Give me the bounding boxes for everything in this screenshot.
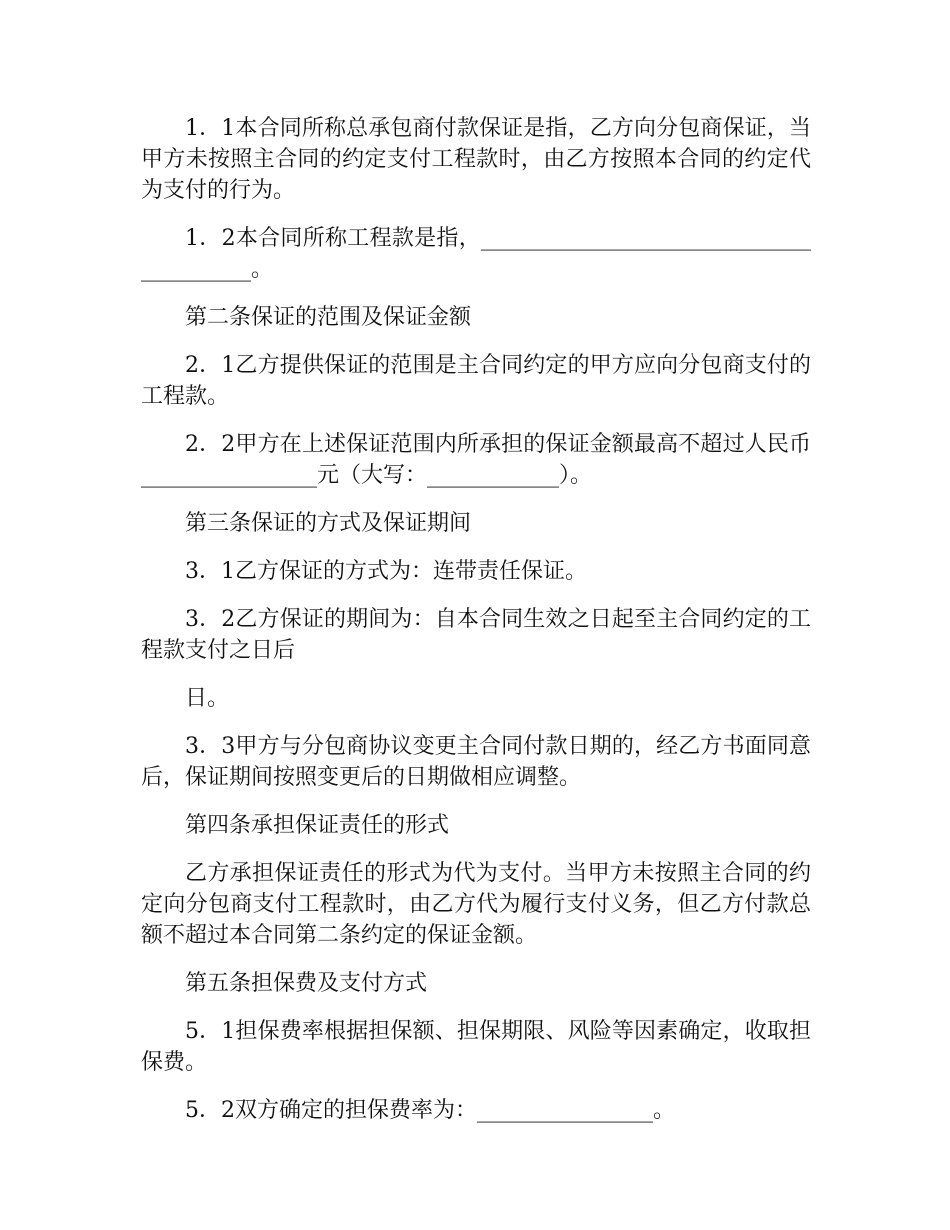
clause-5-1: 5．1担保费率根据担保额、担保期限、风险等因素确定，收取担保费。	[141, 1019, 811, 1075]
document-page	[141, 113, 811, 1143]
clause-5-2: 5．2双方确定的担保费率为：________________。	[185, 1098, 675, 1123]
clause-3-3: 3．3甲方与分包商协议变更主合同付款日期的，经乙方书面同意后，保证期间按照变更后的日期做相应调整。	[141, 734, 811, 790]
clause-1-2: 1．2本合同所称工程款是指，________________________________________。	[141, 226, 811, 282]
article-5-heading: 第五条担保费及支付方式	[185, 971, 428, 996]
clause-1-1: 1．1本合同所称总承包商付款保证是指，乙方向分包商保证，当甲方未按照主合同的约定支付工程款时，由乙方按照本合同的约定代为支付的行为。	[141, 116, 811, 203]
article-4-body: 乙方承担保证责任的形式为代为支付。当甲方未按照主合同的约定向分包商支付工程款时，由乙方代为履行支付义务，但乙方付款总额不超过本合同第二条约定的保证金额。	[141, 861, 811, 948]
clause-3-2: 3．2乙方保证的期间为：自本合同生效之日起至主合同约定的工程款支付之日后	[141, 607, 811, 663]
clause-3-1: 3．1乙方保证的方式为：连带责任保证。	[185, 559, 587, 584]
article-3-heading: 第三条保证的方式及保证期间	[185, 511, 472, 536]
clause-2-2: 2．2甲方在上述保证范围内所承担的保证金额最高不超过人民币________________元（大写：____________）。	[141, 432, 811, 488]
article-4-heading: 第四条承担保证责任的形式	[185, 813, 450, 838]
clause-3-2-continuation: 日。	[185, 686, 230, 711]
clause-2-1: 2．1乙方提供保证的范围是主合同约定的甲方应向分包商支付的工程款。	[141, 353, 811, 409]
article-2-heading: 第二条保证的范围及保证金额	[185, 305, 472, 330]
